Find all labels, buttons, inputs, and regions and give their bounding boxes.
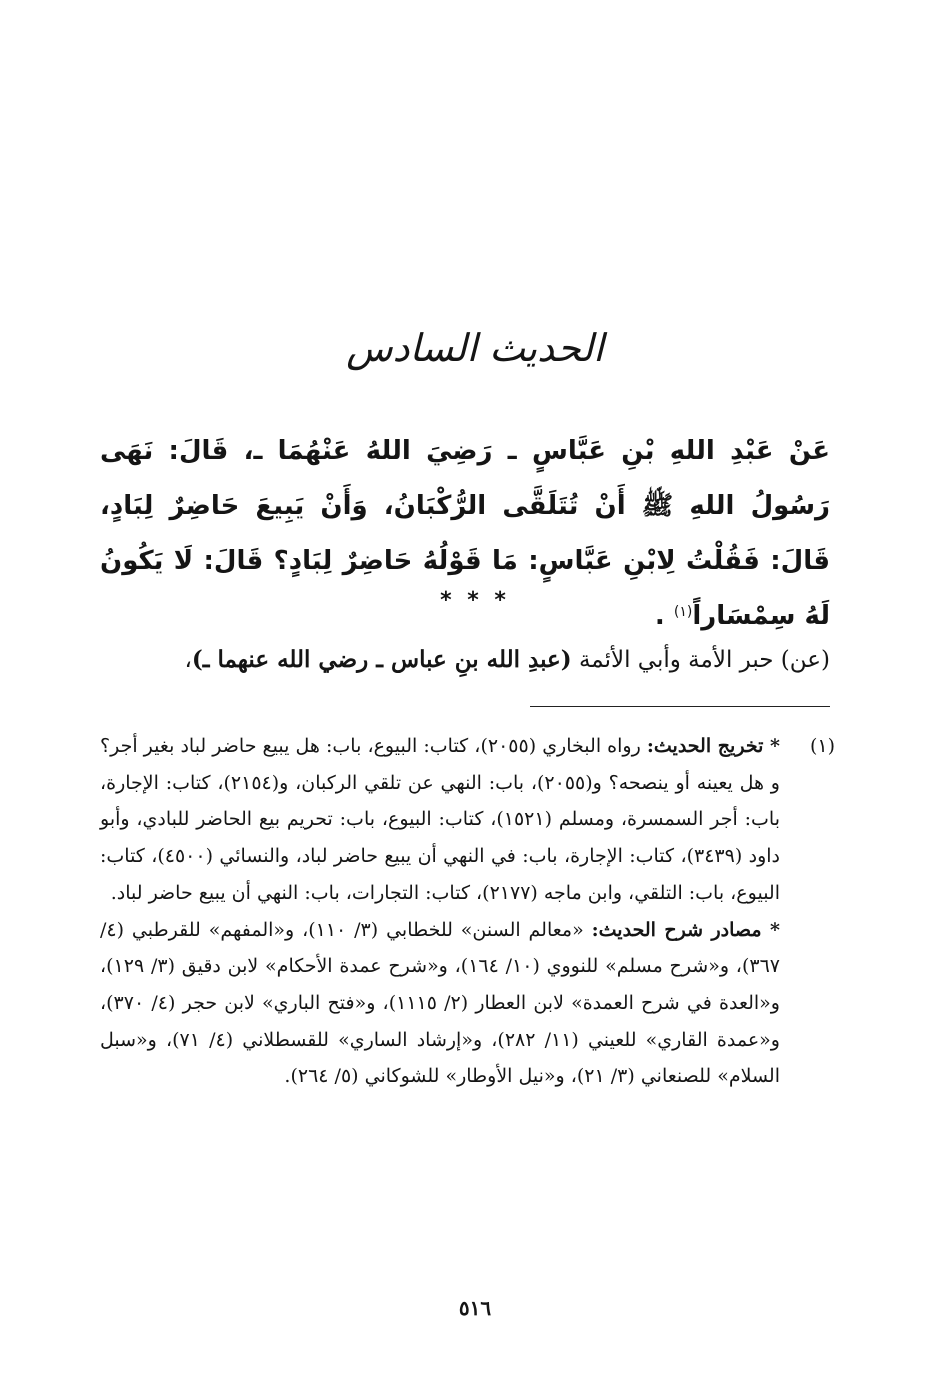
masadir-text: «معالم السنن» للخطابي (٣/ ١١٠)، و«المفهم» للقرطبي (٤/ ٣٦٧)، و«شرح مسلم» للنووي (١٠/ ١٦٤)، و«شرح عمدة الأحكام» لابن دقيق (٣/ ١٢٩)، و«العدة في شرح العمدة» لابن العطار (٢/ ١١١٥)، و«فتح الباري» لابن حجر (٤/ ٣٧٠)، و«عمدة القاري» للعيني (١١/ ٢٨٢)، و«إرشاد الساري» للقسطلاني (٤/ ٧١)، و«سبل السلام» للصنعاني (٣/ ٢١)، و«نيل الأوطار» للشوكاني (٥/ ٢٦٤).: [100, 918, 780, 1088]
commentary-opening: (عن) حبر الأمة وأبي الأئمة: [578, 647, 830, 673]
footnote-masadir: [100, 912, 780, 1096]
section-separator: * * *: [440, 588, 510, 613]
commentary-text: [100, 640, 830, 680]
footnote-number: (١): [809, 735, 835, 757]
takhrij-label: * تخريج الحديث:: [646, 735, 780, 757]
hadith-body: عَنْ عَبْدِ اللهِ بْنِ عَبَّاسٍ ـ رَضِيَ اللهُ عَنْهُمَا ـ، قَالَ: نَهَى رَسُولُ اللهِ ﷺ أَنْ تُتَلَقَّى الرُّكْبَانُ، وَأَنْ يَبِيعَ حَاضِرٌ لِبَادٍ، قَالَ: فَقُلْتُ لِابْنِ عَبَّاسٍ: مَا قَوْلُهُ حَاضِرٌ لِبَادٍ؟ قَالَ: لَا يَكُونُ لَهُ سِمْسَاراً: [100, 436, 830, 631]
footnote-divider: [530, 706, 830, 707]
footnote-takhrij: [100, 728, 780, 912]
takhrij-text: رواه البخاري (٢٠٥٥)، كتاب: البيوع، باب: هل يبيع حاضر لباد بغير أجر؟ و هل يعينه أو ينصحه؟ و(٢٠٥٥)، باب: النهي عن تلقي الركبان، و(٢١٥٤)، كتاب: الإجارة، باب: أجر السمسرة، ومسلم (١٥٢١)، كتاب: البيوع، باب: تحريم بيع الحاضر للبادي، وأبو داود (٣٤٣٩)، كتاب: الإجارة، باب: في النهي أن يبيع حاضر لباد، والنسائي (٤٥٠٠)، كتاب: البيوع، باب: التلقي، وابن ماجه (٢١٧٧)، كتاب: التجارات، باب: النهي أن يبيع حاضر لباد.: [100, 735, 780, 904]
masadir-label: * مصادر شرح الحديث:: [591, 918, 780, 941]
hadith-end: .: [654, 601, 665, 631]
page-number: ٥١٦: [458, 1296, 492, 1320]
chapter-title: الحديث السادس: [346, 326, 604, 370]
commentary-tail: ،: [184, 647, 192, 673]
footnote-reference[interactable]: (١): [673, 604, 693, 620]
commentary-narrator: (عبدِ الله بنِ عباس ـ رضي الله عنهما ـ): [191, 646, 572, 673]
footnote: [100, 728, 780, 1095]
